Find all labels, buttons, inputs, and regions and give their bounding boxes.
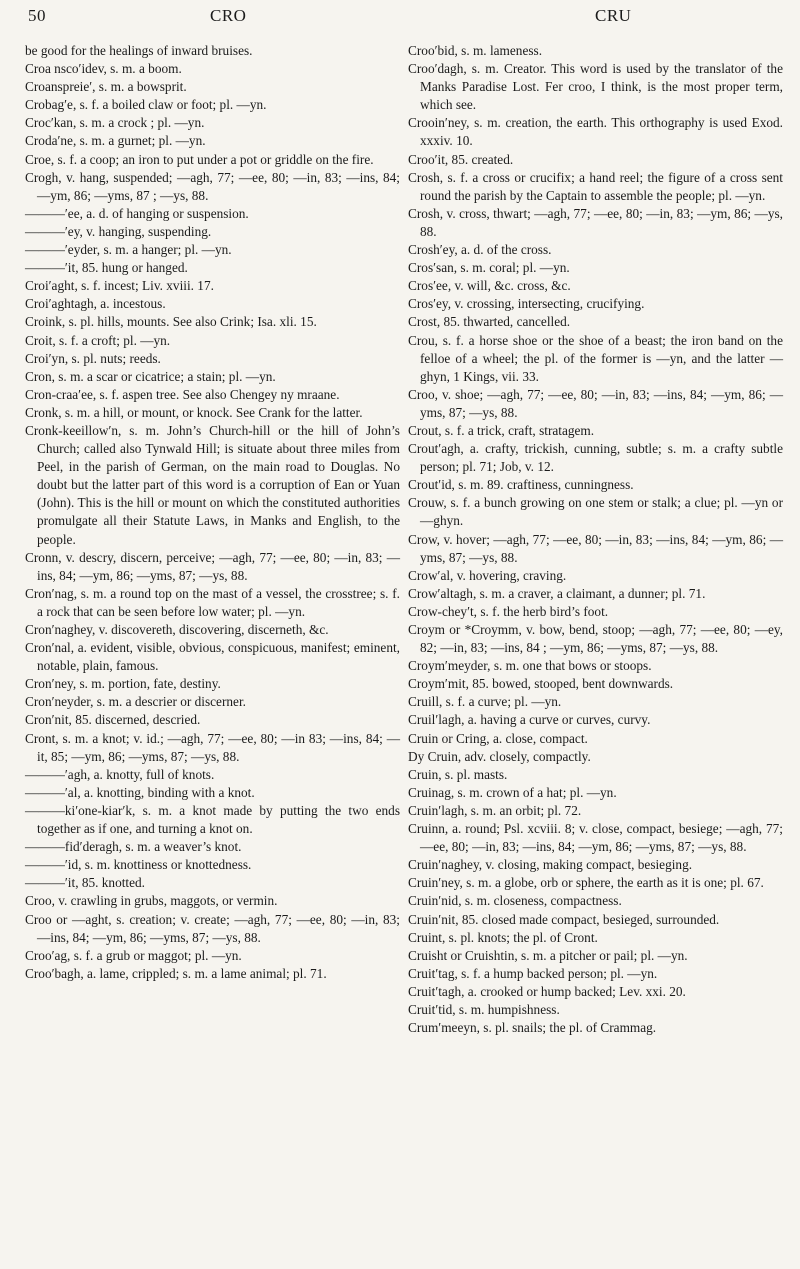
dictionary-entry: Crout′id, s. m. 89. craftiness, cunningness. [408,477,634,493]
dictionary-entry: Croc′kan, s. m. a crock ; pl. —yn. [25,115,205,131]
dictionary-entry: Cronn, v. descry, discern, perceive; —agh, 77; —ee, 80; —in, 83; —ins, 84; —ym, 86; —yms, 87; —ys, 88. [25,549,400,583]
dictionary-entry: Crow′altagh, s. m. a craver, a claimant, a dunner; pl. 71. [408,585,706,601]
dictionary-entry: Crow′al, v. hovering, craving. [408,567,567,583]
dictionary-entry: Croi′aght, s. f. incest; Liv. xviii. 17. [25,278,214,294]
dictionary-entry: Croo, v. crawling in grubs, maggots, or vermin. [25,893,278,909]
dictionary-entry: Crow-chey′t, s. f. the herb bird’s foot. [408,603,609,619]
dictionary-entry: Croink, s. pl. hills, mounts. See also Crink; Isa. xli. 15. [25,314,317,330]
dictionary-entry: Cruit′tagh, a. crooked or hump backed; Lev. xxi. 20. [408,983,686,999]
dictionary-entry: ———′agh, a. knotty, full of knots. [25,766,215,782]
dictionary-entry: Crosh′ey, a. d. of the cross. [408,242,552,258]
dictionary-entry: Cron, s. m. a scar or cicatrice; a stain; pl. —yn. [25,368,276,384]
dictionary-entry: Cruin′lagh, s. m. an orbit; pl. 72. [408,802,582,818]
dictionary-entry: Cruin′naghey, v. closing, making compact, besieging. [408,857,693,873]
dictionary-entry: ———′it, 85. knotted. [25,875,145,891]
dictionary-entry: Croanspreie′, s. m. a bowsprit. [25,79,187,95]
dictionary-entry: Cruit′tag, s. f. a hump backed person; pl. —yn. [408,965,658,981]
dictionary-entry: Cros′ee, v. will, &c. cross, &c. [408,278,571,294]
dictionary-entry: ———′eyder, s. m. a hanger; pl. —yn. [25,242,232,258]
dictionary-entry: Croym′meyder, s. m. one that bows or stoops. [408,658,652,674]
dictionary-entry: Cruisht or Cruishtin, s. m. a pitcher or pail; pl. —yn. [408,947,688,963]
dictionary-entry: Croe, s. f. a coop; an iron to put under a pot or griddle on the fire. [25,151,374,167]
dictionary-entry: Crosh, s. f. a cross or crucifix; a hand reel; the figure of a cross sent round the parish by the Captain to assemble the people; pl. —yn. [408,169,783,203]
dictionary-entry: ———fid′deragh, s. m. a weaver’s knot. [25,839,242,855]
dictionary-entry: Cros′ey, v. crossing, intersecting, crucifying. [408,296,645,312]
dictionary-entry: ———′al, a. knotting, binding with a knot. [25,784,255,800]
left-guide-word: CRO [210,6,247,25]
dictionary-entry: ———′ee, a. d. of hanging or suspension. [25,205,249,221]
dictionary-entry: Cron′naghey, v. discovereth, discovering, discerneth, &c. [25,622,329,637]
dictionary-entry: Cruin′ney, s. m. a globe, orb or sphere, the earth as it is one; pl. 67. [408,875,764,891]
dictionary-entry: Cron-craa′ee, s. f. aspen tree. See also Chengey ny mraane. [25,386,340,402]
dictionary-entry: Croo′bid, s. m. lameness. [408,43,543,58]
dictionary-entry: be good for the healings of inward bruises. [25,43,253,58]
dictionary-entry: Cruill, s. f. a curve; pl. —yn. [408,694,562,710]
dictionary-entry: Crost, 85. thwarted, cancelled. [408,314,571,330]
dictionary-entry: Cros′san, s. m. coral; pl. —yn. [408,260,570,276]
dictionary-entry: Cron′nag, s. m. a round top on the mast of a vessel, the crosstree; s. f. a rock that can be seen before low water; pl. —yn. [25,585,400,619]
dictionary-entry: Cron′ney, s. m. portion, fate, destiny. [25,676,221,692]
dictionary-entry: Crouw, s. f. a bunch growing on one stem or stalk; a clue; pl. —yn or —ghyn. [408,495,783,529]
dictionary-entry: Crosh, v. cross, thwart; —agh, 77; —ee, 80; —in, 83; —ym, 86; —ys, 88. [408,205,783,239]
dictionary-entry: Cruil′lagh, a. having a curve or curves, curvy. [408,712,651,728]
dictionary-entry: Crogh, v. hang, suspended; —agh, 77; —ee, 80; —in, 83; —ins, 84; —ym, 86; —yms, 87 ; —ys, 88. [25,169,400,203]
right-guide-word: CRU [595,6,632,25]
dictionary-entry: Crout′agh, a. crafty, trickish, cunning, subtle; s. m. a crafty subtle person; pl. 71; Job, v. 12. [408,441,783,475]
dictionary-entry: Croi′aghtagh, a. incestous. [25,296,166,312]
dictionary-entry: Croda′ne, s. m. a gurnet; pl. —yn. [25,133,206,149]
dictionary-entry: Cruint, s. pl. knots; the pl. of Cront. [408,929,598,945]
left-column [25,42,400,983]
dictionary-entry: Croit, s. f. a croft; pl. —yn. [25,332,171,348]
dictionary-entry: Croo or —aght, s. creation; v. create; —agh, 77; —ee, 80; —in, 83; —ins, 84; —ym, 86; —yms, 87; —ys, 88. [25,911,400,945]
dictionary-entry: Cruin or Cring, a. close, compact. [408,730,588,746]
dictionary-entry: Crow, v. hover; —agh, 77; —ee, 80; —in, 83; —ins, 84; —ym, 86; —yms, 87; —ys, 88. [408,531,783,565]
dictionary-entry: Cruin′nid, s. m. closeness, compactness. [408,893,622,909]
dictionary-entry: Cruinag, s. m. crown of a hat; pl. —yn. [408,784,617,800]
dictionary-entry: ———′id, s. m. knottiness or knottedness. [25,857,252,873]
running-header [0,0,800,40]
dictionary-entry: Croo′bagh, a. lame, crippled; s. m. a lame animal; pl. 71. [25,965,327,981]
dictionary-entry: Croym′mit, 85. bowed, stooped, bent downwards. [408,676,674,692]
dictionary-entry: Dy Cruin, adv. closely, compactly. [408,748,591,764]
dictionary-entry: Croo′it, 85. created. [408,151,514,167]
dictionary-entry: Croo′dagh, s. m. Creator. This word is used by the translator of the Manks Paradise Lost. Fer croo, I think, is the most proper term, which see. [408,61,783,113]
dictionary-entry: Cron′neyder, s. m. a descrier or discerner. [25,694,246,710]
dictionary-entry: Cron′nit, 85. discerned, descried. [25,712,201,728]
dictionary-entry: Crobag′e, s. f. a boiled claw or foot; pl. —yn. [25,97,267,113]
dictionary-entry: Crou, s. f. a horse shoe or the shoe of a beast; the iron band on the felloe of a wheel; the pl. of the former is —yn, and the latter —ghyn, 1 Kings, vii. 33. [408,332,783,384]
dictionary-entry: Crum′meeyn, s. pl. snails; the pl. of Crammag. [408,1020,657,1036]
dictionary-entry: ———′ey, v. hanging, suspending. [25,223,212,239]
dictionary-entry: Croo, v. shoe; —agh, 77; —ee, 80; —in, 83; —ins, 84; —ym, 86; —yms, 87; —ys, 88. [408,386,783,420]
dictionary-entry: ———ki′one-kiar′k, s. m. a knot made by putting the two ends together as if one, and turning a knot on. [25,802,400,837]
dictionary-entry: Cront, s. m. a knot; v. id.; —agh, 77; —ee, 80; —in 83; —ins, 84; —it, 85; —ym, 86; —yms, 87; —ys, 88. [25,730,400,764]
dictionary-entry: Crooin′ney, s. m. creation, the earth. This orthography is used Exod. xxxiv. 10. [408,115,783,149]
dictionary-entry: Croym or *Croymm, v. bow, bend, stoop; —agh, 77; —ee, 80; —ey, 82; —in, 83; —ins, 84 ; —ym, 86; —yms, 87; —ys, 88. [408,622,783,656]
dictionary-entry: Cruin, s. pl. masts. [408,766,508,782]
dictionary-entry: Croo′ag, s. f. a grub or maggot; pl. —yn. [25,947,242,963]
right-column [408,42,783,1037]
dictionary-entry: Cronk-keeillow′n, s. m. John’s Church-hill or the hill of John’s Church; called also Tynwald Hill; is situate about three miles from Peel, in the parish of German, on the main road to Douglas. No doubt but the latter part of this word is a corruption of Ean or Yuan (John). This is the hill or mount on which the constituted authorities promulgate all their Statute Laws, in Manks and English, to the people. [25,422,400,547]
dictionary-entry: Crout, s. f. a trick, craft, stratagem. [408,422,595,438]
dictionary-entry: Cruinn, a. round; Psl. xcviii. 8; v. close, compact, besiege; —agh, 77; —ee, 80; —in, 83; —ins, 84; —ym, 86; —yms, 87; —ys, 88. [408,821,783,855]
dictionary-entry: Cruit′tid, s. m. humpishness. [408,1001,560,1017]
dictionary-entry: Cronk, s. m. a hill, or mount, or knock. See Crank for the latter. [25,404,363,420]
dictionary-entry: Cron′nal, a. evident, visible, obvious, conspicuous, manifest; eminent, notable, plain, famous. [25,640,400,674]
dictionary-entry: ———′it, 85. hung or hanged. [25,260,188,276]
dictionary-entry: Croa nsco′idev, s. m. a boom. [25,61,182,77]
dictionary-entry: Croi′yn, s. pl. nuts; reeds. [25,350,161,366]
dictionary-entry: Cruin′nit, 85. closed made compact, besieged, surrounded. [408,911,720,927]
page-number: 50 [28,6,46,25]
